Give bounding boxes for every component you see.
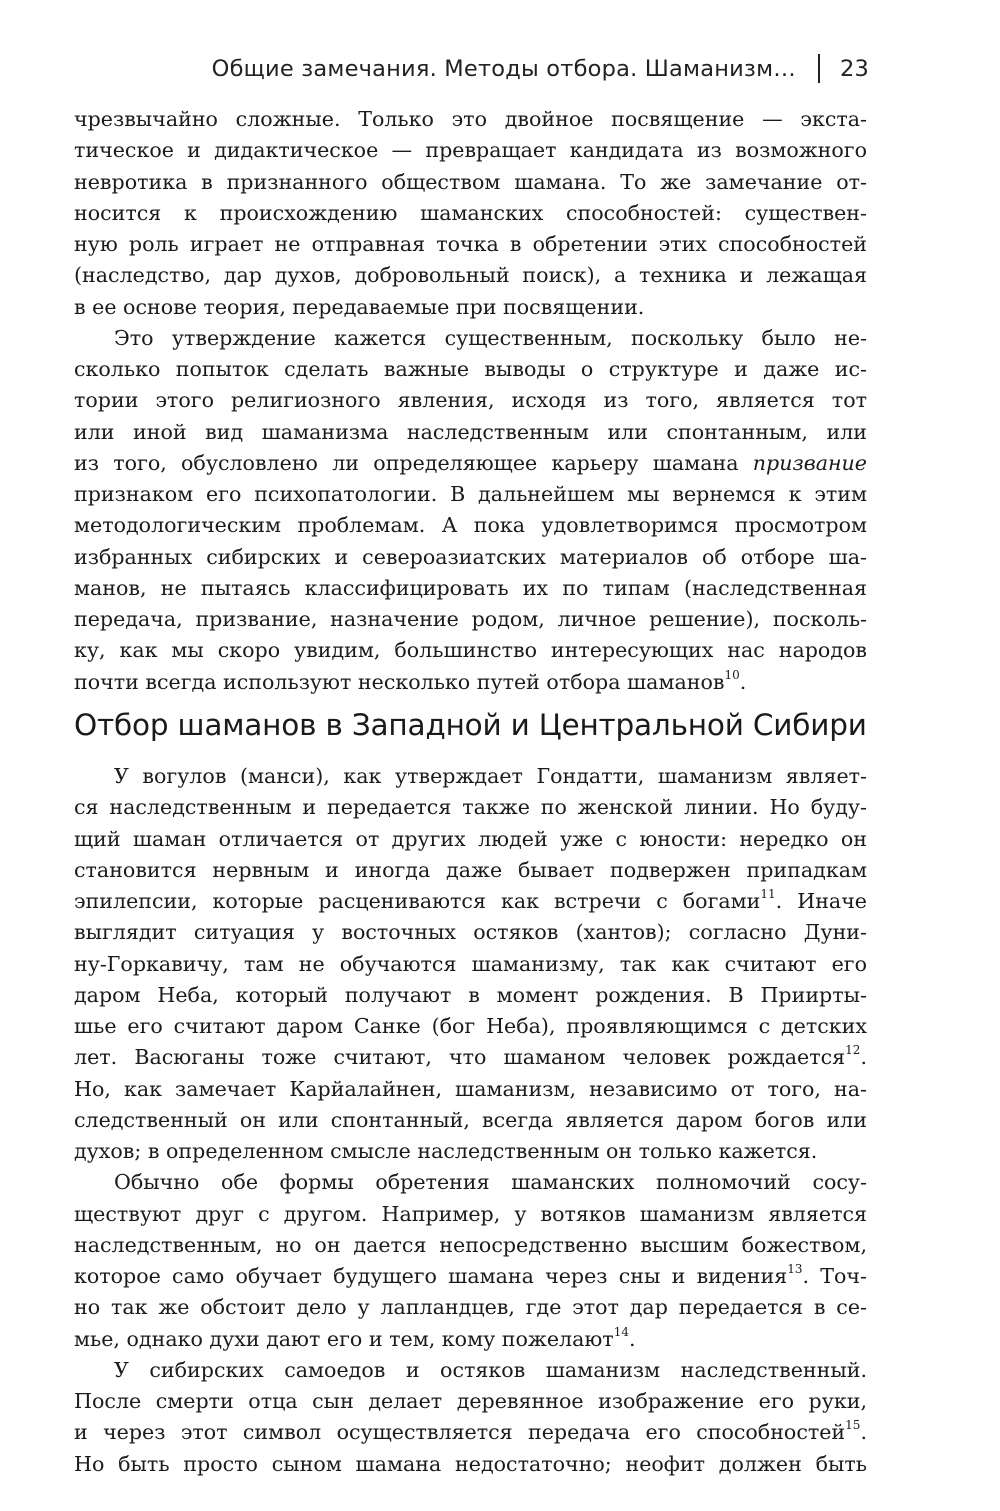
text-line: щий шаман отличается от других людей уже с юности: нередко он xyxy=(74,826,867,851)
emphasis: призвание xyxy=(752,450,867,475)
text-line: почти всегда используют несколько путей отбора шаманов$^{10}$. xyxy=(74,667,747,694)
header-separator xyxy=(818,54,820,83)
text-line: ку, как мы скоро увидим, большинство интересующих нас народов xyxy=(74,638,867,663)
text-line: духов; в определенном смысле наследственным он только кажется. xyxy=(74,1139,818,1163)
text-line: и через этот символ осуществляется передача его способностей$^{15}$. xyxy=(74,1418,867,1445)
text-line: ществуют друг с другом. Например, у вотяков шаманизм является xyxy=(74,1201,867,1226)
text-line: тории этого религиозного явления, исходя из того, является тот xyxy=(74,388,867,413)
text-line: в ее основе теория, передаваемые при посвящении. xyxy=(74,294,645,319)
text-line: передача, призвание, назначение родом, личное решение), посколь- xyxy=(74,607,867,631)
running-title: Общие замечания. Методы отбора. Шаманизм… xyxy=(211,55,796,82)
text-line: носится к происхождению шаманских способностей: существен- xyxy=(74,200,867,225)
text-block-intro xyxy=(74,104,867,698)
text-line: признаком его психопатологии. В дальнейшем мы вернемся к этим xyxy=(74,482,867,506)
text-block-section xyxy=(74,761,867,1480)
text-line: У сибирских самоедов и остяков шаманизм наследственный. xyxy=(114,1357,867,1382)
text-line: ную роль играет не отправная точка в обретении этих способностей xyxy=(74,232,867,256)
text-line: ся наследственным и передается также по женской линии. Но буду- xyxy=(74,795,867,820)
text-line: Обычно обе формы обретения шаманских полномочий сосу- xyxy=(114,1170,867,1195)
footnote-ref[interactable]: 10 xyxy=(724,667,740,682)
text-line: чрезвычайно сложные. Только это двойное посвящение — экста- xyxy=(74,107,867,131)
text-line: которое само обучает будущего шамана через сны и видения$^{13}$. Точ- xyxy=(74,1262,867,1288)
footnote-ref[interactable]: 11 xyxy=(760,887,776,902)
text-line: из того, обусловлено ли определяющее карьеру шамана призвание xyxy=(74,450,867,475)
footnote-ref[interactable]: 13 xyxy=(787,1262,803,1277)
text-line: или иной вид шаманизма наследственным или спонтанным, или xyxy=(74,419,867,444)
text-line: После смерти отца сын делает деревянное изображение его руки, xyxy=(74,1389,867,1413)
text-line: шье его считают даром Санке (бог Неба), проявляющимся с детских xyxy=(74,1014,867,1038)
footnote-ref[interactable]: 12 xyxy=(845,1043,861,1058)
text-line: мье, однако духи дают его и тем, кому пожелают$^{14}$. xyxy=(74,1324,636,1351)
text-line: становится нервным и иногда даже бывает подвержен припадкам xyxy=(74,857,867,882)
text-line: избранных сибирских и североазиатских материалов об отборе ша- xyxy=(74,544,867,569)
text-line: Но, как замечает Карйалайнен, шаманизм, независимо от того, на- xyxy=(74,1076,867,1101)
section-heading: Отбор шаманов в Западной и Центральной Сибири xyxy=(74,708,867,742)
text-line: наследственным, но он дается непосредственно высшим божеством, xyxy=(74,1232,867,1257)
text-line: сколько попыток сделать важные выводы о структуре и даже ис- xyxy=(74,357,867,381)
text-line: следственный он или спонтанный, всегда является даром богов или xyxy=(74,1107,867,1132)
text-line: ну-Горкавичу, там не обучаются шаманизму, так как считают его xyxy=(74,951,867,976)
text-line: тическое и дидактическое — превращает кандидата из возможного xyxy=(74,138,867,163)
text-line: даром Неба, который получают в момент рождения. В Приирты- xyxy=(74,982,867,1007)
text-line: методологическим проблемам. А пока удовлетворимся просмотром xyxy=(74,513,867,538)
text-line: манов, не пытаясь классифицировать их по типам (наследственная xyxy=(74,575,867,600)
text-line: Это утверждение кажется существенным, поскольку было не- xyxy=(114,325,867,350)
text-line: но так же обстоит дело у лапландцев, где этот дар передается в се- xyxy=(74,1295,867,1320)
text-line: Но быть просто сыном шамана недостаточно; неофит должен быть xyxy=(74,1451,867,1476)
running-head xyxy=(212,54,869,83)
footnote-ref[interactable]: 14 xyxy=(613,1324,629,1339)
page-number: 23 xyxy=(839,55,869,82)
footnote-ref[interactable]: 15 xyxy=(845,1418,861,1433)
text-line: невротика в признанного обществом шамана. То же замечание от- xyxy=(74,169,867,194)
text-line: лет. Васюганы тоже считают, что шаманом человек рождается$^{12}$. xyxy=(74,1043,867,1070)
text-line: выглядит ситуация у восточных остяков (хантов); согласно Дуни- xyxy=(74,920,867,945)
text-line: эпилепсии, которые расцениваются как встречи с богами$^{11}$. Иначе xyxy=(74,887,867,913)
text-line: (наследство, дар духов, добровольный поиск), а техника и лежащая xyxy=(74,263,867,288)
text-line: У вогулов (манси), как утверждает Гондатти, шаманизм являет- xyxy=(114,764,867,788)
